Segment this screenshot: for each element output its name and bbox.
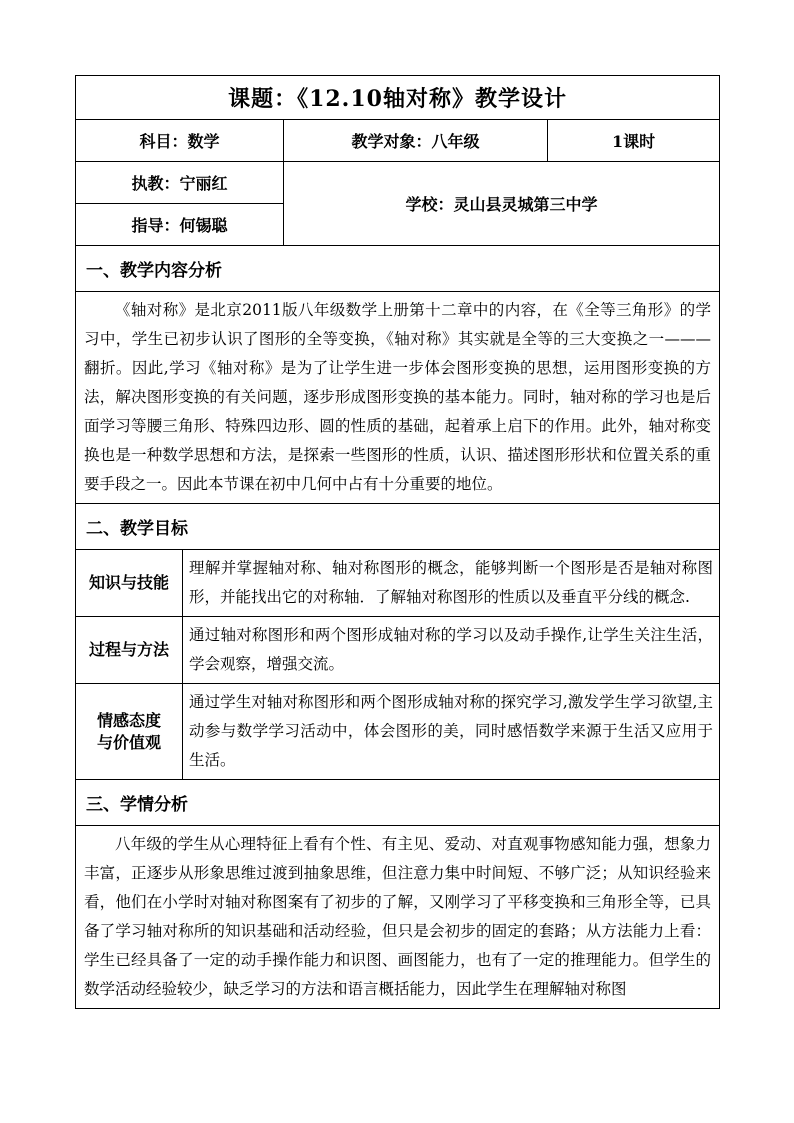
section-heading-student-analysis: 三、学情分析 [76, 780, 720, 826]
subject-cell: 科目：数学 [76, 120, 284, 162]
section-heading-teaching-goals: 二、教学目标 [76, 504, 720, 550]
goal-label-attitude-line2: 与价值观 [96, 732, 161, 752]
goal-text-knowledge: 理解并掌握轴对称、轴对称图形的概念，能够判断一个图形是否是轴对称图形，并能找出它的对称轴．了解轴对称图形的性质以及垂直平分线的概念. [183, 550, 720, 617]
goal-text-attitude: 通过学生对轴对称图形和两个图形成轴对称的探究学习,激发学生学习欲望,主动参与数学学习活动中，体会图形的美，同时感悟数学来源于生活又应用于生活。 [183, 684, 720, 780]
mentor-cell: 指导：何锡聪 [76, 204, 284, 246]
content-analysis-paragraph: 《轴对称》是北京2011版八年级数学上册第十二章中的内容，在《全等三角形》的学习中，学生已初步认识了图形的全等变换，《轴对称》其实就是全等的三大变换之一———翻折。因此,学习《轴对称》是为了让学生进一步体会图形变换的思想，运用图形变换的方法，解决图形变换的有关问题，逐步形成图形变换的基本能力。同时，轴对称的学习也是后面学习等腰三角形、特殊四边形、圆的性质的基础，起着承上启下的作用。此外，轴对称变换也是一种数学思想和方法，是探索一些图形的性质，认识、描述图形形状和位置关系的重要手段之一。因此本节课在初中几何中占有十分重要的地位。 [76, 292, 720, 504]
goal-label-attitude-line1: 情感态度 [96, 710, 161, 730]
goal-label-process: 过程与方法 [76, 617, 183, 684]
document-title: 课题：《12.10轴对称》教学设计 [76, 76, 720, 120]
goal-label-attitude [76, 684, 183, 780]
teacher-cell: 执教：宁丽红 [76, 162, 284, 204]
lesson-plan-document [75, 75, 719, 1009]
audience-cell: 教学对象：八年级 [284, 120, 548, 162]
goal-label-knowledge: 知识与技能 [76, 550, 183, 617]
section-heading-content-analysis: 一、教学内容分析 [76, 246, 720, 292]
hours-cell: 1课时 [548, 120, 720, 162]
student-analysis-paragraph: 八年级的学生从心理特征上看有个性、有主见、爱动、对直观事物感知能力强，想象力丰富，正逐步从形象思维过渡到抽象思维，但注意力集中时间短、不够广泛；从知识经验来看，他们在小学时对轴对称图案有了初步的了解，又刚学习了平移变换和三角形全等，已具备了学习轴对称所的知识基础和活动经验，但只是会初步的固定的套路；从方法能力上看：学生已经具备了一定的动手操作能力和识图、画图能力，也有了一定的推理能力。但学生的数学活动经验较少，缺乏学习的方法和语言概括能力，因此学生在理解轴对称图 [76, 826, 720, 1009]
goal-text-process: 通过轴对称图形和两个图形成轴对称的学习以及动手操作,让学生关注生活，学会观察，增强交流。 [183, 617, 720, 684]
school-cell: 学校：灵山县灵城第三中学 [284, 162, 720, 246]
lesson-plan-table [75, 75, 720, 1009]
